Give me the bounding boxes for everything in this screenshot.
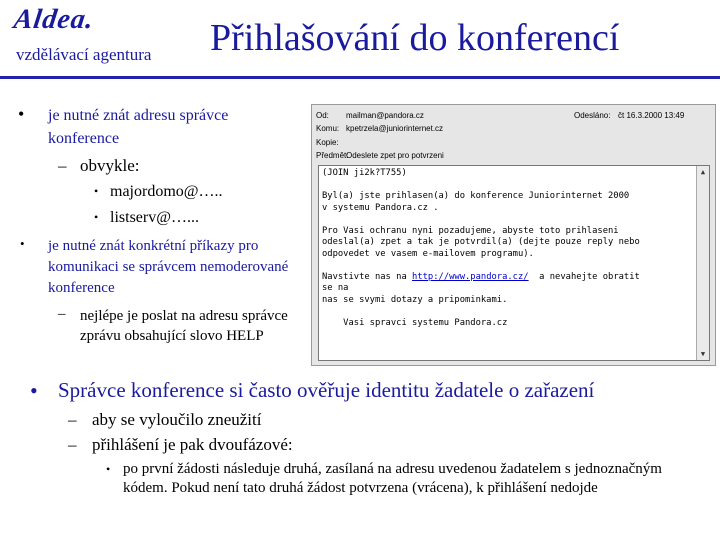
logo: Aldea. xyxy=(11,4,97,35)
email-body[interactable] xyxy=(318,165,710,361)
bullet-marker: • xyxy=(30,378,38,403)
body-line: Byl(a) jste prihlasen(a) do konference Juniorinternet 2000 xyxy=(322,191,630,201)
sub-two-phase: přihlášení je pak dvoufázové: xyxy=(92,435,293,454)
body-line xyxy=(322,260,706,272)
from-value: mailman@pandora.cz xyxy=(346,111,424,120)
body-line: odeslal(a) zpet a tak je potvrdil(a) (dejte pouze reply nebo xyxy=(322,237,640,247)
sub-send-help: nejlépe je poslat na adresu správce zprávu obsahující slovo HELP xyxy=(80,308,288,344)
to-value: kpetrzela@juniorinternet.cz xyxy=(346,124,444,133)
body-line: v systemu Pandora.cz . xyxy=(322,202,439,213)
pandora-link[interactable]: http://www.pandora.cz/ xyxy=(412,271,529,282)
scroll-up-icon[interactable]: ▲ xyxy=(700,168,706,176)
bullet-admin-address: je nutné znát adresu správce konference xyxy=(48,107,229,147)
detail-two-phase: po první žádosti následuje druhá, zasílaná na adresu uvedenou žadatelem s jednoznačným kódem. Pokud není tato druhá žádost potvrzena (vrácena), k přihlášení nedojde xyxy=(123,461,662,496)
from-label: Od: xyxy=(316,111,329,120)
item-majordomo: majordomo@….. xyxy=(110,183,223,200)
visit-suffix: a nevahejte obratit xyxy=(528,271,640,282)
sent-label: Odesláno: xyxy=(574,111,611,120)
header-divider xyxy=(0,76,720,79)
body-line: odpovedet ve vasem e-mailovem programu). xyxy=(322,248,534,259)
scrollbar[interactable] xyxy=(696,166,709,360)
dot-marker: • xyxy=(94,210,99,224)
bullet-marker: • xyxy=(20,236,25,251)
visit-prefix: Navstivte nas na xyxy=(322,271,413,282)
sub-prevent-abuse: aby se vyloučilo zneužití xyxy=(92,410,262,429)
email-window xyxy=(311,104,716,366)
cc-label: Kopie: xyxy=(316,138,339,147)
scroll-down-icon[interactable]: ▼ xyxy=(700,350,706,358)
dash-marker: – xyxy=(68,410,77,429)
subject-label: Předmět: xyxy=(316,151,349,160)
bullet-identity-check: Správce konference si často ověřuje identitu žadatele o zařazení xyxy=(58,378,595,402)
sub-usually: obvykle: xyxy=(80,156,140,175)
body-line xyxy=(322,214,706,226)
body-line: Pro Vasi ochranu nyni pozadujeme, abyste toto prihlaseni xyxy=(322,225,619,236)
bullet-commands: je nutné znát konkrétní příkazy pro komunikaci se správcem nemoderované konference xyxy=(48,238,289,296)
body-line-visit xyxy=(322,272,706,284)
to-label: Komu: xyxy=(316,124,340,133)
body-line-signature: Vasi spravci systemu Pandora.cz xyxy=(322,317,508,328)
sent-value: čt 16.3.2000 13:49 xyxy=(618,111,685,120)
dot-marker: • xyxy=(94,184,99,198)
item-listserv: listserv@…... xyxy=(110,209,199,226)
dot-marker: • xyxy=(106,462,111,476)
subject-value: Odeslete zpet pro potvrzeni xyxy=(346,151,444,160)
tagline: vzdělávací agentura xyxy=(16,45,152,64)
body-line-blank xyxy=(322,306,706,318)
dash-marker: – xyxy=(68,435,77,454)
dash-marker: – xyxy=(58,306,66,322)
body-line: (JOIN ji2k?T755) xyxy=(322,168,407,178)
bullet-marker: • xyxy=(18,104,25,124)
dash-marker: – xyxy=(58,156,67,175)
body-line: se na xyxy=(322,283,349,293)
body-line: nas se svymi dotazy a pripominkami. xyxy=(322,294,508,305)
body-line xyxy=(322,180,706,192)
page-title: Přihlašování do konferencí xyxy=(210,17,620,59)
